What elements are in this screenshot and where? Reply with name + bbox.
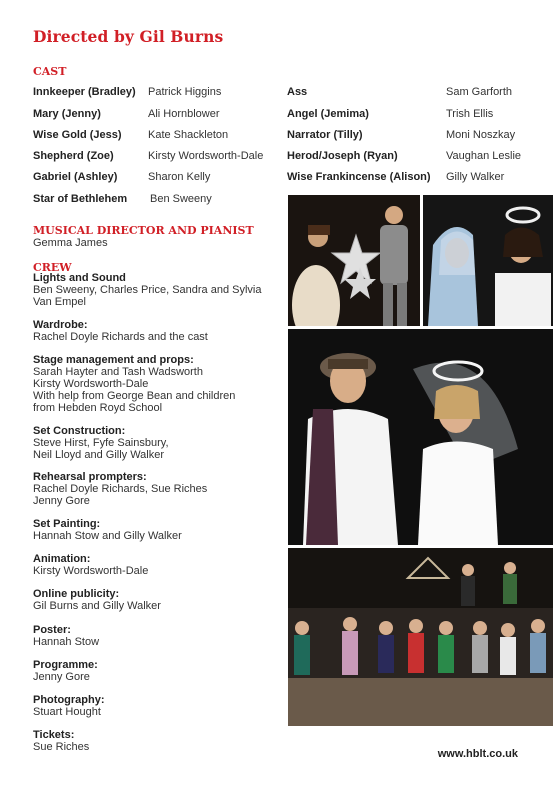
crew-block-line: Neil Lloyd and Gilly Walker bbox=[33, 449, 165, 461]
crew-block-line: Rachel Doyle Richards, Sue Riches bbox=[33, 483, 208, 495]
crew-block-line: Hannah Stow bbox=[33, 636, 100, 648]
crew-block-line: Jenny Gore bbox=[33, 495, 90, 507]
cast-actor: Trish Ellis bbox=[446, 108, 494, 120]
cast-role: Ass bbox=[287, 86, 308, 98]
crew-block-line: Hannah Stow and Gilly Walker bbox=[33, 530, 182, 542]
crew-block-line: Van Empel bbox=[33, 296, 86, 308]
crew-block-line: Steve Hirst, Fyfe Sainsbury, bbox=[33, 437, 169, 449]
crew-block-line: Stuart Hought bbox=[33, 706, 101, 718]
cast-actor: Sam Garforth bbox=[446, 86, 513, 98]
cast-role: Angel (Jemima) bbox=[287, 108, 369, 120]
cast-actor: Kate Shackleton bbox=[148, 129, 229, 141]
crew-block-title: Rehearsal prompters: bbox=[33, 471, 147, 483]
cast-role: Shepherd (Zoe) bbox=[33, 150, 114, 162]
cast-actor: Patrick Higgins bbox=[148, 86, 222, 98]
crew-block-title: Tickets: bbox=[33, 729, 75, 741]
musical-director-title: MUSICAL DIRECTOR AND PIANIST bbox=[33, 224, 254, 237]
crew-block-title: Animation: bbox=[33, 553, 91, 565]
cast-role: Innkeeper (Bradley) bbox=[33, 86, 136, 98]
page-heading: Directed by Gil Burns bbox=[33, 27, 224, 46]
cast-role: Herod/Joseph (Ryan) bbox=[287, 150, 398, 162]
cast-actor: Moni Noszkay bbox=[446, 129, 516, 141]
crew-block-line: from Hebden Royd School bbox=[33, 402, 163, 414]
crew-block-title: Online publicity: bbox=[33, 588, 120, 600]
musical-director-name: Gemma James bbox=[33, 237, 108, 249]
crew-block-line: Sue Riches bbox=[33, 741, 90, 753]
crew-block-title: Photography: bbox=[33, 694, 105, 706]
crew-block-title: Set Construction: bbox=[33, 425, 126, 437]
crew-block-line: Gil Burns and Gilly Walker bbox=[33, 600, 161, 612]
cast-actor: Ben Sweeny bbox=[150, 193, 212, 205]
cast-actor: Ali Hornblower bbox=[148, 108, 220, 120]
crew-block-title: Poster: bbox=[33, 624, 71, 636]
crew-block-line: Kirsty Wordsworth-Dale bbox=[33, 378, 149, 390]
crew-block-line: Rachel Doyle Richards and the cast bbox=[33, 331, 208, 343]
footer-website: www.hblt.co.uk bbox=[437, 748, 518, 760]
crew-block-title: Programme: bbox=[33, 659, 98, 671]
crew-title: CREW bbox=[33, 261, 72, 274]
cast-role: Star of Bethlehem bbox=[33, 193, 128, 205]
crew-block-title: Wardrobe: bbox=[33, 319, 88, 331]
photo-mary-and-angel bbox=[423, 195, 553, 326]
crew-block-title: Stage management and props: bbox=[33, 354, 194, 366]
crew-block-line: Sarah Hayter and Tash Wadsworth bbox=[33, 366, 203, 378]
crew-block-line: Ben Sweeny, Charles Price, Sandra and Sylvia bbox=[33, 284, 262, 296]
cast-role: Gabriel (Ashley) bbox=[33, 171, 118, 183]
crew-block-title: Set Painting: bbox=[33, 518, 101, 530]
cast-role: Mary (Jenny) bbox=[33, 108, 101, 120]
crew-block-line: With help from George Bean and children bbox=[33, 390, 236, 402]
crew-block-line: Jenny Gore bbox=[33, 671, 90, 683]
cast-role: Narrator (Tilly) bbox=[287, 129, 363, 141]
cast-actor: Kirsty Wordsworth-Dale bbox=[148, 150, 264, 162]
photo-shepherd-and-angel bbox=[288, 329, 553, 545]
photo-star-and-costumes bbox=[288, 195, 420, 326]
cast-actor: Vaughan Leslie bbox=[446, 150, 522, 162]
photo-cast-on-stage bbox=[288, 548, 553, 726]
cast-title: CAST bbox=[33, 65, 67, 78]
cast-actor: Sharon Kelly bbox=[148, 171, 211, 183]
cast-role: Wise Frankincense (Alison) bbox=[287, 171, 431, 183]
crew-block-title: Lights and Sound bbox=[33, 272, 126, 284]
cast-actor: Gilly Walker bbox=[446, 171, 505, 183]
cast-role: Wise Gold (Jess) bbox=[33, 129, 122, 141]
crew-block-line: Kirsty Wordsworth-Dale bbox=[33, 565, 149, 577]
